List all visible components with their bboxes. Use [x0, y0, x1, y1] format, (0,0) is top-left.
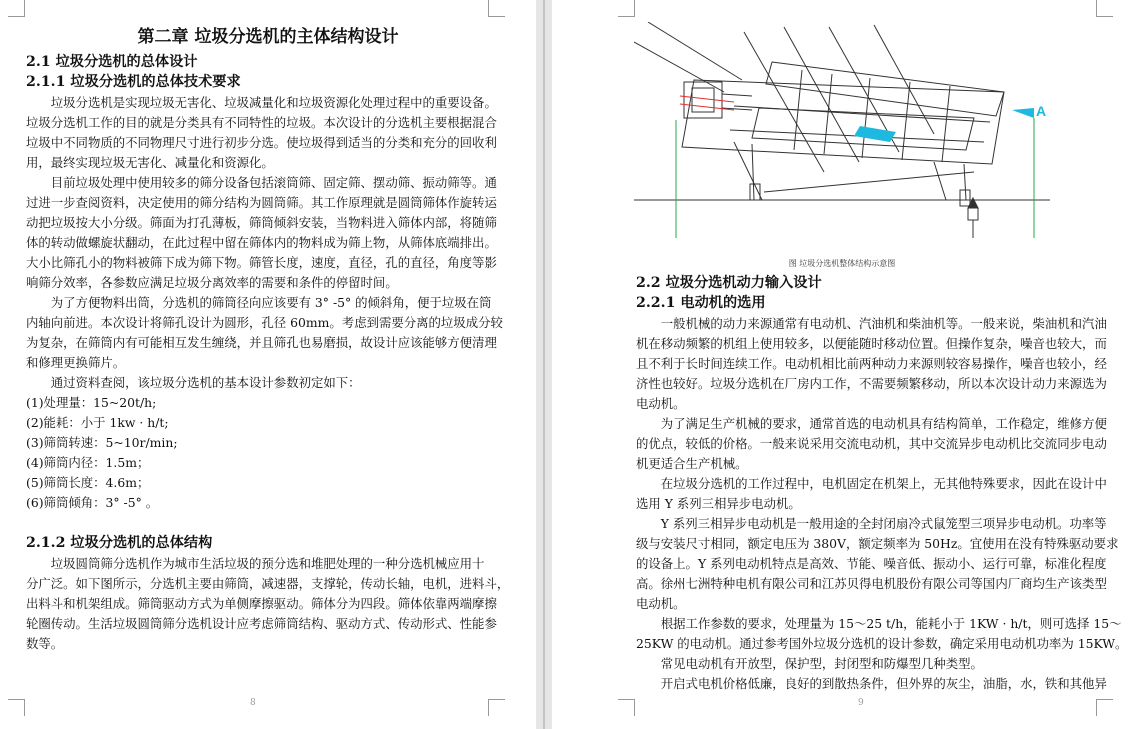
param-item: (4)筛筒内径：1.5m； [26, 455, 150, 470]
paragraph-line: 在垃圾分选机的工作过程中，电机固定在机架上，无其他特殊要求，因此在设计中 [636, 476, 1107, 491]
crop-mark [618, 699, 635, 716]
paragraph-line: 垃圾分选机是实现垃圾无害化、垃圾减量化和垃圾资源化处理过程中的重要设备。 [26, 95, 497, 110]
paragraph-line: 机更适合生产机械。 [636, 456, 748, 471]
paragraph-line: 济性也较好。垃圾分选机在厂房内工作，不需要频繁移动，所以本次设计动力来源选为 [636, 376, 1107, 391]
crop-mark [8, 699, 25, 716]
sorter-structure-figure [634, 22, 1050, 238]
view-label-a: A [1036, 103, 1047, 119]
crop-mark [618, 0, 635, 17]
left-page [0, 0, 536, 729]
crop-mark [488, 699, 505, 716]
right-page [552, 0, 1130, 729]
page-number: 8 [250, 698, 256, 708]
paragraph-line: 为复杂，在筛筒内有可能相互发生缠绕，并且筛孔也易磨损，故设计应该能够方便清理 [26, 335, 497, 350]
paragraph-line: 通过资料查阅，该垃圾分选机的基本设计参数初定如下： [26, 375, 361, 390]
section-2-1-2-heading: 2.1.2 垃圾分选机的总体结构 [26, 535, 213, 551]
paragraph-line: 垃圾中不同物质的不同物理尺寸进行初步分选。使垃圾得到适当的分类和充分的回收利 [26, 135, 497, 150]
crop-mark [1096, 699, 1113, 716]
paragraph-line: 数等。 [26, 636, 64, 651]
paragraph-line: 电动机。 [636, 396, 686, 411]
paragraph-line: 分广泛。如下图所示，分选机主要由筛筒，减速器，支撑轮，传动长轴，电机，进料斗， [26, 576, 510, 591]
paragraph-line: 的设备上。Y 系列电动机特点是高效、节能、噪音低、振动小、运行可靠，标准化程度 [636, 556, 1107, 571]
paragraph-line: 动把垃圾按大小分级。筛面为打孔薄板，筛筒倾斜安装，当物料进入筛体内部，将随筛 [26, 215, 497, 230]
paragraph-line: 用，最终实现垃圾无害化、减量化和资源化。 [26, 155, 274, 170]
gutter-divider [543, 0, 545, 729]
paragraph-line: 选用 Y 系列三相异步电动机。 [636, 496, 801, 511]
crop-mark [1096, 0, 1113, 17]
paragraph-line: 且不利于长时间连续工作。电动机相比前两种动力来源则较容易操作，噪音也较小，经 [636, 356, 1107, 371]
paragraph-line: 电动机。 [636, 596, 686, 611]
paragraph-line: 机在移动频繁的机组上使用较多，以便能随时移动位置。但操作复杂，噪音也较大，而 [636, 336, 1107, 351]
paragraph-line: 25KW 的电动机。通过参考国外垃圾分选机的设计参数，确定采用电动机功率为 15KW。 [636, 636, 1128, 651]
section-2-2-heading: 2.2 垃圾分选机动力输入设计 [636, 275, 822, 291]
paragraph-line: 垃圾分选机工作的目的就是分类具有不同特性的垃圾。本次设计的分选机主要根据混合 [26, 115, 497, 130]
paragraph-line: 高。徐州七洲特种电机有限公司和江苏贝得电机股份有限公司等国内厂商均生产该类型 [636, 576, 1107, 591]
paragraph-line: 轮圈传动。生活垃圾圆筒筛分选机设计应考虑筛筒结构、驱动方式、传动形式、性能参 [26, 616, 497, 631]
crop-mark [488, 0, 505, 17]
paragraph-line: 响筛分效率，各参数应满足垃圾分离效率的需要和条件的停留时间。 [26, 275, 398, 290]
paragraph-line: 的优点，较低的价格。一般来说采用交流电动机，其中交流异步电动机比交流同步电动 [636, 436, 1107, 451]
figure-caption: 图 垃圾分选机整体结构示意图 [788, 259, 896, 268]
paragraph-line: 为了满足生产机械的要求，通常首选的电动机具有结构简单，工作稳定，维修方便 [636, 416, 1107, 431]
page-number: 9 [858, 698, 864, 708]
param-item: (1)处理量：15~20t/h; [26, 395, 157, 410]
paragraph-line: 开启式电机价格低廉，良好的到散热条件，但外界的灰尘，油脂，水，铁和其他异 [636, 676, 1107, 691]
paragraph-line: 级与安装尺寸相同，额定电压为 380V，额定频率为 50Hz。宜使用在没有特殊驱动要求 [636, 536, 1119, 551]
paragraph-line: 和修理更换筛片。 [26, 355, 126, 370]
paragraph-line: 体的转动做螺旋状翻动，在此过程中留在筛体内的物料成为筛上物，从筛体底端排出。 [26, 235, 497, 250]
paragraph-line: 垃圾圆筒筛分选机作为城市生活垃圾的预分选和堆肥处理的一种分选机械应用十 [26, 556, 485, 571]
param-item: (3)筛筒转速：5~10r/min; [26, 435, 178, 450]
paragraph-line: 一般机械的动力来源通常有电动机、汽油机和柴油机等。一般来说，柴油机和汽油 [636, 316, 1107, 331]
paragraph-line: 目前垃圾处理中使用较多的筛分设备包括滚筒筛、固定筛、摆动筛、振动筛等。通 [26, 175, 497, 190]
paragraph-line: 根据工作参数的要求，处理量为 15～25 t/h，能耗小于 1KW · h/t，则可选择 15～ [636, 616, 1122, 631]
paragraph-line: 大小比筛孔小的物料被筛下成为筛下物。筛管长度，速度，直径，孔的直径，角度等影 [26, 255, 497, 270]
paragraph-line: 内轴向前进。本次设计将筛孔设计为圆形，孔径 60mm。考虑到需要分离的垃圾成分较 [26, 315, 503, 330]
paragraph-line: 过进一步查阅资料，决定使用的筛分结构为圆筒筛。其工作原理就是圆筒筛体作旋转运 [26, 195, 497, 210]
param-item: (5)筛筒长度：4.6m； [26, 475, 150, 490]
crop-mark [8, 0, 25, 17]
section-2-1-1-heading: 2.1.1 垃圾分选机的总体技术要求 [26, 74, 241, 90]
section-2-2-1-heading: 2.2.1 电动机的选用 [636, 295, 766, 311]
paragraph-line: Y 系列三相异步电动机是一般用途的全封闭扇冷式鼠笼型三项异步电动机。功率等 [636, 516, 1107, 531]
chapter-title: 第二章 垃圾分选机的主体结构设计 [137, 27, 399, 47]
section-2-1-heading: 2.1 垃圾分选机的总体设计 [26, 54, 198, 70]
paragraph-line: 出料斗和机架组成。筛筒驱动方式为单侧摩擦驱动。筛体分为四段。筛体依靠两端摩擦 [26, 596, 497, 611]
paragraph-line: 常见电动机有开放型，保护型，封闭型和防爆型几种类型。 [636, 656, 983, 671]
param-item: (6)筛筒倾角：3° -5° 。 [26, 495, 159, 510]
param-item: (2)能耗：小于 1kw · h/t; [26, 415, 169, 430]
paragraph-line: 为了方便物料出筒，分选机的筛筒径向应该要有 3° -5° 的倾斜角，便于垃圾在筒 [26, 295, 492, 310]
